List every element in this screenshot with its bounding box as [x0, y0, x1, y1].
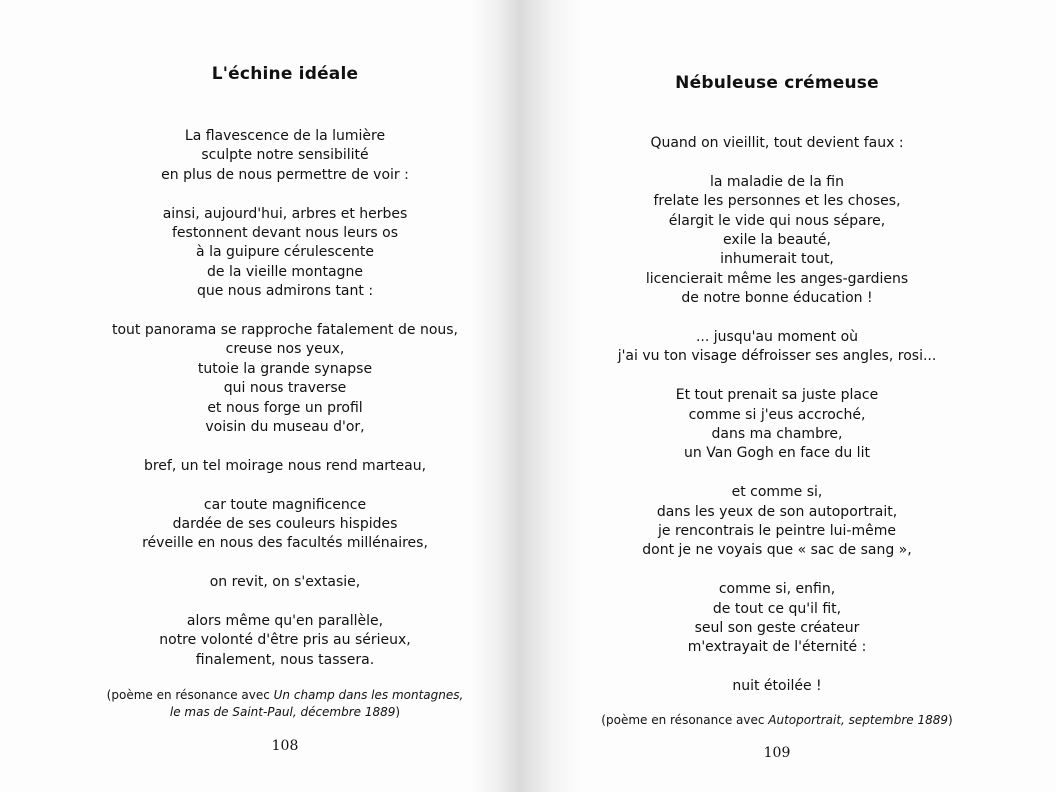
right-poem-title: Nébuleuse crémeuse — [675, 73, 879, 93]
poem-line: voisin du museau d'or, — [205, 419, 365, 436]
poem-line: et nous forge un profil — [207, 399, 363, 416]
stanza — [552, 677, 1002, 696]
stanza — [60, 127, 510, 185]
source-note-line — [60, 687, 510, 704]
poem-line: festonnent devant nous leurs os — [171, 225, 399, 242]
poem-line: dont je ne voyais que « sac de sang », — [642, 542, 912, 559]
poem-line: comme si j'eus accroché, — [688, 406, 866, 423]
left-source-note — [60, 687, 510, 721]
right-poem-body — [552, 134, 1002, 697]
source-note-suffix: ) — [395, 705, 401, 719]
source-note-prefix: (poème en résonance avec — [106, 688, 274, 702]
poem-line: notre volonté d'être pris au sérieux, — [159, 632, 411, 649]
poem-line: la maladie de la fin — [709, 173, 844, 190]
poem-line: frelate les personnes et les choses, — [653, 193, 901, 210]
page-number-right: 109 — [763, 745, 791, 761]
poem-line: et comme si, — [731, 484, 823, 501]
source-work-title: Un champ dans les montagnes, — [273, 688, 464, 702]
poem-line: Et tout prenait sa juste place — [675, 387, 879, 404]
poem-line: seul son geste créateur — [694, 620, 860, 637]
stanza — [552, 580, 1002, 658]
poem-line: comme si, enfin, — [718, 581, 836, 598]
poem-line: creuse nos yeux, — [225, 341, 345, 358]
poem-line: réveille en nous des facultés millénaires, — [142, 535, 428, 552]
stanza — [60, 457, 510, 476]
poem-line: ... jusqu'au moment où — [695, 329, 859, 346]
poem-line: j'ai vu ton visage défroisser ses angles, rosi... — [617, 348, 937, 365]
page-number-left: 108 — [271, 738, 299, 754]
poem-line: car toute magnificence — [203, 496, 367, 513]
source-work-title: le mas de Saint-Paul, décembre 1889 — [169, 705, 396, 719]
poem-line: ainsi, aujourd'hui, arbres et herbes — [162, 205, 408, 222]
poem-line: m'extrayait de l'éternité : — [687, 639, 867, 656]
stanza — [552, 173, 1002, 309]
stanza — [60, 496, 510, 554]
poem-line: inhumerait tout, — [720, 251, 834, 268]
poem-line: dans ma chambre, — [711, 426, 843, 443]
poem-line: on revit, on s'extasie, — [209, 574, 361, 591]
source-note-line — [60, 704, 510, 721]
poem-line: licencierait même les anges-gardiens — [645, 270, 909, 287]
poem-line: tout panorama se rapproche fatalement de nous, — [111, 322, 459, 339]
poem-line: bref, un tel moirage nous rend marteau, — [143, 457, 427, 474]
right-source-note — [552, 712, 1002, 729]
poem-line: La flavescence de la lumière — [184, 128, 386, 144]
source-note-suffix: ) — [948, 713, 953, 727]
left-poem-body — [60, 127, 510, 670]
poem-line: de tout ce qu'il fit, — [712, 600, 842, 617]
poem-line: élargit le vide qui nous sépare, — [668, 212, 886, 229]
right-page — [552, 0, 1002, 792]
left-poem-title: L'échine idéale — [211, 64, 359, 84]
stanza — [552, 483, 1002, 561]
poem-line: dardée de ses couleurs hispides — [172, 516, 398, 533]
stanza — [60, 205, 510, 302]
poem-line: de la vieille montagne — [207, 263, 363, 280]
stanza — [552, 134, 1002, 153]
poem-line: de notre bonne éducation ! — [681, 290, 873, 307]
stanza — [60, 573, 510, 592]
poem-line: un Van Gogh en face du lit — [684, 445, 870, 462]
poem-line: tutoie la grande synapse — [197, 360, 373, 377]
poem-line: exile la beauté, — [723, 232, 831, 249]
source-work-title: Autoportrait, septembre 1889 — [768, 713, 948, 727]
stanza — [60, 612, 510, 670]
source-note-line — [552, 712, 1002, 729]
poem-line: Quand on vieillit, tout devient faux : — [650, 135, 904, 151]
poem-line: à la guipure cérulescente — [196, 244, 374, 261]
stanza — [60, 321, 510, 437]
left-page — [60, 0, 510, 792]
poem-line: je rencontrais le peintre lui-même — [658, 523, 896, 540]
poem-line: que nous admirons tant : — [196, 283, 374, 300]
poem-line: en plus de nous permettre de voir : — [161, 166, 409, 183]
poem-line: finalement, nous tassera. — [195, 651, 375, 668]
poem-line: nuit étoilée ! — [732, 678, 822, 695]
stanza — [552, 386, 1002, 464]
stanza — [552, 328, 1002, 367]
poem-line: alors même qu'en parallèle, — [186, 613, 384, 630]
poem-line: dans les yeux de son autoportrait, — [656, 503, 898, 520]
poem-line: sculpte notre sensibilité — [201, 147, 369, 164]
poem-line: qui nous traverse — [223, 380, 347, 397]
source-note-prefix: (poème en résonance avec — [601, 713, 769, 727]
